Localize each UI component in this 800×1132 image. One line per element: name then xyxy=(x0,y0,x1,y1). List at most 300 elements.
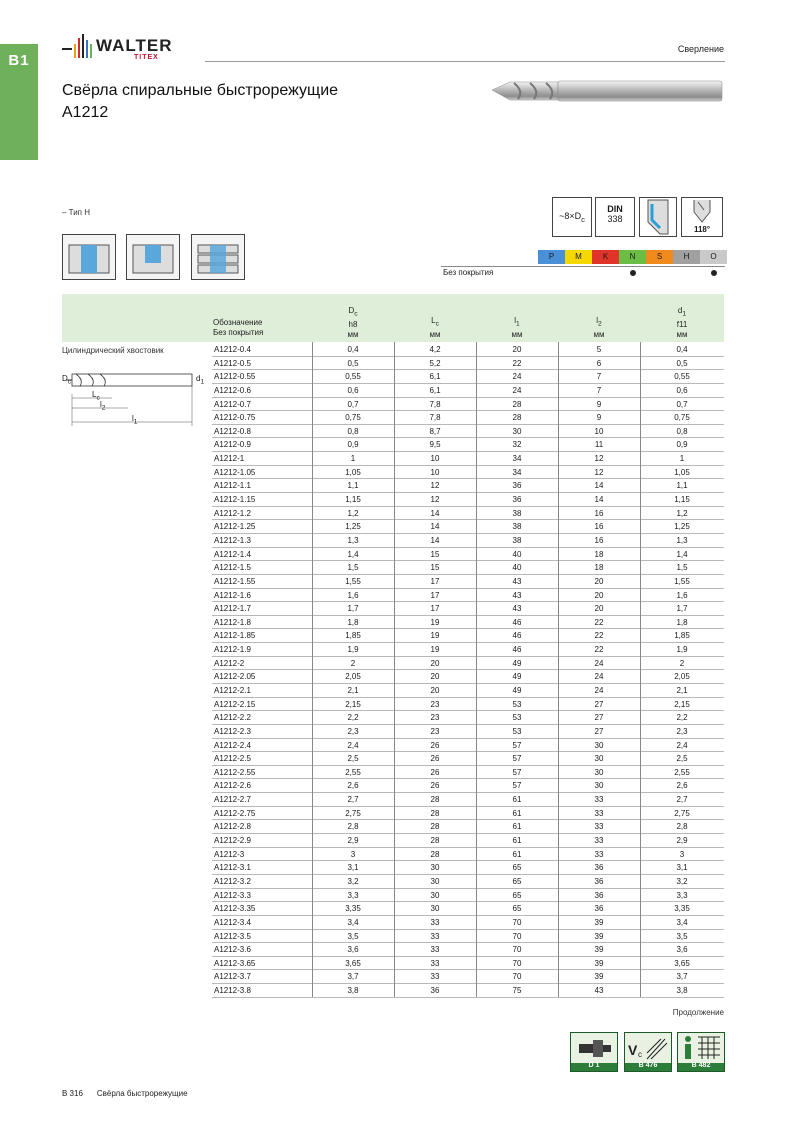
cell-designation: A1212-1 xyxy=(214,454,245,464)
cell-dc: 0,55 xyxy=(345,372,361,382)
cell-lc: 6,1 xyxy=(429,372,441,382)
cell-l1: 53 xyxy=(512,713,522,723)
cell-designation: A1212-1.3 xyxy=(214,535,251,545)
cell-d1: 0,55 xyxy=(674,372,690,382)
cell-dc: 2,05 xyxy=(345,672,361,682)
cell-dc: 0,9 xyxy=(347,440,359,450)
cell-l1: 53 xyxy=(512,699,522,709)
cell-lc: 8,7 xyxy=(429,426,441,436)
table-row xyxy=(212,479,724,493)
cell-l2: 33 xyxy=(594,822,604,832)
cell-designation: A1212-2.2 xyxy=(214,713,251,723)
cell-lc: 28 xyxy=(430,822,440,832)
cell-dc: 3,5 xyxy=(347,931,359,941)
cell-l1: 75 xyxy=(512,986,522,996)
label-l2: $l_2$ xyxy=(100,400,106,412)
table-row xyxy=(212,889,724,903)
header-designation: Обозначение Без покрытия xyxy=(213,318,264,337)
cell-lc: 14 xyxy=(430,522,440,532)
cell-designation: A1212-3.4 xyxy=(214,917,251,927)
cell-lc: 28 xyxy=(430,849,440,859)
table-row xyxy=(212,343,724,357)
cell-designation: A1212-1.8 xyxy=(214,617,251,627)
cell-dc: 2,55 xyxy=(345,767,361,777)
din-icon: DIN 338 xyxy=(595,197,635,237)
table-row xyxy=(212,766,724,780)
cell-d1: 1,8 xyxy=(676,617,688,627)
header-divider xyxy=(205,61,725,62)
title-line-1: Свёрла спиральные быстрорежущие xyxy=(62,82,339,99)
logo-sub: TITEX xyxy=(134,54,159,61)
cell-designation: A1212-0.9 xyxy=(214,440,251,450)
suitability-dots xyxy=(538,266,727,280)
cell-lc: 7,8 xyxy=(429,413,441,423)
cell-lc: 33 xyxy=(430,945,440,955)
label-l1: $l_1$ xyxy=(132,414,138,426)
table-row xyxy=(212,643,724,657)
table-row xyxy=(212,739,724,753)
cell-d1: 1,1 xyxy=(676,481,688,491)
cell-lc: 30 xyxy=(430,904,440,914)
ref-cutting-data[interactable]: V c B 476 xyxy=(624,1032,672,1072)
cell-dc: 2,15 xyxy=(345,699,361,709)
table-row xyxy=(212,357,724,371)
cell-lc: 10 xyxy=(430,454,440,464)
cell-lc: 14 xyxy=(430,535,440,545)
cell-lc: 4,2 xyxy=(429,345,441,354)
cell-lc: 17 xyxy=(430,590,440,600)
walter-titex-logo xyxy=(62,34,202,64)
cell-designation: A1212-2.15 xyxy=(214,699,256,709)
header-d1: $d_1$ f11 мм xyxy=(676,306,688,339)
cell-dc: 0,6 xyxy=(347,385,359,395)
cell-l1: 43 xyxy=(512,576,522,586)
cell-designation: A1212-2.5 xyxy=(214,754,251,764)
cell-d1: 1,3 xyxy=(676,535,688,545)
table-header xyxy=(62,294,724,342)
table-row xyxy=(212,834,724,848)
cell-l1: 46 xyxy=(512,617,522,627)
cell-dc: 0,4 xyxy=(347,345,359,354)
table-row xyxy=(212,779,724,793)
cell-dc: 1,55 xyxy=(345,576,361,586)
cell-l2: 12 xyxy=(594,454,604,464)
cell-designation: A1212-1.25 xyxy=(214,522,256,532)
cell-lc: 20 xyxy=(430,672,440,682)
cell-designation: A1212-2.75 xyxy=(214,808,256,818)
cell-l1: 43 xyxy=(512,604,522,614)
cell-lc: 12 xyxy=(430,481,440,491)
cell-lc: 26 xyxy=(430,754,440,764)
cell-dc: 0,75 xyxy=(345,413,361,423)
cell-d1: 0,7 xyxy=(676,399,688,409)
header-dc: $D_c$ h8 мм xyxy=(347,306,359,339)
cell-l2: 24 xyxy=(594,658,604,668)
cell-designation: A1212-1.85 xyxy=(214,631,256,641)
cell-designation: A1212-1.7 xyxy=(214,604,251,614)
cell-d1: 1 xyxy=(679,454,685,464)
cell-lc: 9,5 xyxy=(429,440,441,450)
column-divider xyxy=(312,342,313,997)
cell-lc: 7,8 xyxy=(429,399,441,409)
cell-d1: 2,4 xyxy=(676,740,688,750)
cell-lc: 28 xyxy=(430,808,440,818)
cell-lc: 15 xyxy=(430,549,440,559)
cell-dc: 1,1 xyxy=(347,481,359,491)
cell-l1: 28 xyxy=(512,413,522,423)
cell-d1: 2 xyxy=(679,658,685,668)
cell-designation: A1212-3.8 xyxy=(214,986,251,996)
cell-l1: 24 xyxy=(512,372,522,382)
table-row xyxy=(212,589,724,603)
cell-l1: 49 xyxy=(512,658,522,668)
cell-l2: 16 xyxy=(594,535,604,545)
cell-l1: 36 xyxy=(512,495,522,505)
cell-lc: 5,2 xyxy=(429,358,441,368)
cell-designation: A1212-2.1 xyxy=(214,686,251,695)
cell-d1: 0,8 xyxy=(676,426,688,436)
cell-designation: A1212-1.1 xyxy=(214,481,251,491)
cell-l1: 65 xyxy=(512,863,522,873)
cell-dc: 2,2 xyxy=(347,713,359,723)
cell-d1: 2,75 xyxy=(674,808,690,818)
cell-d1: 3,3 xyxy=(676,890,688,900)
cell-lc: 26 xyxy=(430,740,440,750)
material-p: P xyxy=(538,250,565,264)
cell-d1: 2,5 xyxy=(676,754,688,764)
footer-text: Свёрла быстрорежущие xyxy=(96,1089,188,1098)
header-l1: $l_1$ мм xyxy=(511,316,523,339)
cell-l1: 32 xyxy=(512,440,522,450)
table-row xyxy=(212,861,724,875)
table-row xyxy=(212,984,724,998)
cell-designation: A1212-0.7 xyxy=(214,399,251,409)
cell-designation: A1212-3 xyxy=(214,849,245,859)
cell-d1: 3,35 xyxy=(674,904,690,914)
cell-d1: 2,3 xyxy=(676,726,688,736)
table-row xyxy=(212,970,724,984)
cell-l2: 27 xyxy=(594,699,604,709)
cell-dc: 0,7 xyxy=(347,399,359,409)
cell-d1: 2,15 xyxy=(674,699,690,709)
cell-designation: A1212-2.3 xyxy=(214,726,251,736)
cell-l2: 7 xyxy=(596,372,602,382)
cell-l2: 39 xyxy=(594,958,604,968)
cell-l2: 24 xyxy=(594,672,604,682)
material-n: N xyxy=(619,250,646,264)
table-row xyxy=(212,684,724,698)
cell-l1: 38 xyxy=(512,535,522,545)
cell-d1: 1,4 xyxy=(676,549,688,559)
column-divider xyxy=(640,342,641,997)
cell-l2: 30 xyxy=(594,740,604,750)
cell-designation: A1212-1.2 xyxy=(214,508,251,518)
table-row xyxy=(212,438,724,452)
cell-l1: 61 xyxy=(512,795,522,805)
cell-designation: A1212-3.35 xyxy=(214,904,256,914)
section-tab: B1 xyxy=(0,44,38,160)
table-row xyxy=(212,384,724,398)
cell-l2: 36 xyxy=(594,863,604,873)
ref-info[interactable]: B 482 xyxy=(677,1032,725,1072)
cell-l2: 18 xyxy=(594,549,604,559)
cell-lc: 33 xyxy=(430,931,440,941)
cell-l2: 27 xyxy=(594,726,604,736)
cell-l1: 49 xyxy=(512,672,522,682)
material-h: H xyxy=(673,250,700,264)
cell-designation: A1212-1.55 xyxy=(214,576,256,586)
cell-d1: 2,2 xyxy=(676,713,688,723)
table-row xyxy=(212,943,724,957)
cell-dc: 2,6 xyxy=(347,781,359,791)
cell-l1: 20 xyxy=(512,345,522,354)
table-row xyxy=(212,807,724,821)
cell-l2: 36 xyxy=(594,890,604,900)
cell-dc: 2,1 xyxy=(347,686,359,695)
info-icon xyxy=(678,1033,724,1063)
cell-dc: 2,9 xyxy=(347,836,359,846)
cell-l2: 43 xyxy=(594,986,604,996)
table-row xyxy=(212,930,724,944)
cell-d1: 3,8 xyxy=(676,986,688,996)
cell-l1: 57 xyxy=(512,781,522,791)
cell-l2: 33 xyxy=(594,849,604,859)
cell-d1: 3,65 xyxy=(674,958,690,968)
cell-l1: 40 xyxy=(512,563,522,573)
continue-label: Продолжение xyxy=(672,1008,724,1017)
cell-lc: 6,1 xyxy=(429,385,441,395)
table-row xyxy=(212,793,724,807)
cell-l1: 61 xyxy=(512,822,522,832)
cell-d1: 0,75 xyxy=(674,413,690,423)
cell-dc: 3,65 xyxy=(345,958,361,968)
cell-l1: 34 xyxy=(512,454,522,464)
cell-lc: 28 xyxy=(430,795,440,805)
cell-designation: A1212-3.7 xyxy=(214,972,251,982)
cell-l1: 61 xyxy=(512,849,522,859)
cell-dc: 2 xyxy=(350,658,356,668)
cell-l2: 9 xyxy=(596,413,602,423)
cell-l1: 57 xyxy=(512,754,522,764)
cell-l2: 22 xyxy=(594,645,604,655)
table-row xyxy=(212,398,724,412)
cell-l1: 65 xyxy=(512,904,522,914)
cell-l2: 16 xyxy=(594,508,604,518)
cell-d1: 1,7 xyxy=(676,604,688,614)
cell-l2: 30 xyxy=(594,767,604,777)
cell-dc: 2,8 xyxy=(347,822,359,832)
cell-dc: 3,6 xyxy=(347,945,359,955)
cell-dc: 1,15 xyxy=(345,495,361,505)
cell-designation: A1212-3.2 xyxy=(214,876,251,886)
cell-dc: 3,4 xyxy=(347,917,359,927)
coolant-icon xyxy=(639,197,677,237)
cell-l2: 11 xyxy=(594,440,604,450)
cell-d1: 3 xyxy=(679,849,685,859)
cell-l2: 33 xyxy=(594,836,604,846)
length-icon: $\sim 8\times D_c$ xyxy=(552,197,592,237)
cell-designation: A1212-0.8 xyxy=(214,426,251,436)
cell-designation: A1212-2.55 xyxy=(214,767,256,777)
cell-dc: 1,25 xyxy=(345,522,361,532)
svg-text:c: c xyxy=(638,1050,642,1059)
cell-d1: 1,25 xyxy=(674,522,690,532)
cell-d1: 0,6 xyxy=(676,385,688,395)
cell-d1: 2,8 xyxy=(676,822,688,832)
cell-l1: 24 xyxy=(512,385,522,395)
through-hole-pictogram xyxy=(62,234,116,280)
cell-dc: 1,85 xyxy=(345,631,361,641)
cell-l2: 39 xyxy=(594,917,604,927)
cell-designation: A1212-1.9 xyxy=(214,645,251,655)
table-row xyxy=(212,629,724,643)
ref-holder[interactable]: D 1 xyxy=(570,1032,618,1072)
table-row xyxy=(212,711,724,725)
cell-dc: 1 xyxy=(350,454,356,464)
cell-d1: 0,5 xyxy=(676,358,688,368)
label-dc: $D_c$ xyxy=(62,374,72,386)
cell-l1: 53 xyxy=(512,726,522,736)
cell-lc: 23 xyxy=(430,699,440,709)
cell-l1: 70 xyxy=(512,945,522,955)
suitability-dot-n xyxy=(630,270,636,276)
cell-d1: 1,5 xyxy=(676,563,688,573)
cell-lc: 30 xyxy=(430,863,440,873)
cell-designation: A1212-0.4 xyxy=(214,345,251,354)
table-row xyxy=(212,370,724,384)
cell-d1: 2,55 xyxy=(674,767,690,777)
stacked-plates-pictogram xyxy=(191,234,245,280)
table-row xyxy=(212,534,724,548)
table-row xyxy=(212,493,724,507)
cell-d1: 1,2 xyxy=(676,508,688,518)
cell-lc: 36 xyxy=(430,986,440,996)
cell-d1: 2,9 xyxy=(676,836,688,846)
cell-lc: 19 xyxy=(430,617,440,627)
cell-dc: 1,05 xyxy=(345,467,361,477)
cell-l2: 36 xyxy=(594,904,604,914)
cell-l1: 38 xyxy=(512,508,522,518)
cell-lc: 28 xyxy=(430,836,440,846)
cell-d1: 3,2 xyxy=(676,876,688,886)
cell-lc: 23 xyxy=(430,726,440,736)
cell-l1: 28 xyxy=(512,399,522,409)
cell-lc: 20 xyxy=(430,658,440,668)
logo-word: WALTER xyxy=(96,36,173,55)
cell-designation: A1212-2.7 xyxy=(214,795,251,805)
cell-lc: 14 xyxy=(430,508,440,518)
cell-l1: 70 xyxy=(512,917,522,927)
cell-l2: 5 xyxy=(596,345,602,354)
cell-dc: 1,7 xyxy=(347,604,359,614)
table-row xyxy=(212,752,724,766)
cell-d1: 0,4 xyxy=(676,345,688,354)
suitability-dot-o xyxy=(711,270,717,276)
cell-lc: 19 xyxy=(430,631,440,641)
cell-l2: 39 xyxy=(594,931,604,941)
table-row xyxy=(212,875,724,889)
cell-designation: A1212-3.3 xyxy=(214,890,251,900)
shank-label: Цилиндрический хвостовик xyxy=(62,346,164,355)
table-row xyxy=(212,957,724,971)
table-row xyxy=(212,575,724,589)
cell-l2: 30 xyxy=(594,754,604,764)
cell-l2: 14 xyxy=(594,495,604,505)
cell-designation: A1212-2.05 xyxy=(214,672,256,682)
cell-l2: 12 xyxy=(594,467,604,477)
cell-d1: 1,6 xyxy=(676,590,688,600)
cell-l1: 36 xyxy=(512,481,522,491)
cell-l2: 39 xyxy=(594,972,604,982)
label-lc: $L_c$ xyxy=(92,390,100,402)
cell-lc: 23 xyxy=(430,713,440,723)
table-row xyxy=(212,602,724,616)
cell-lc: 20 xyxy=(430,686,440,695)
cell-lc: 19 xyxy=(430,645,440,655)
cell-designation: A1212-3.65 xyxy=(214,958,256,968)
cell-dc: 1,6 xyxy=(347,590,359,600)
column-divider xyxy=(476,342,477,997)
cell-l2: 20 xyxy=(594,590,604,600)
cell-dc: 3,7 xyxy=(347,972,359,982)
cell-designation: A1212-1.15 xyxy=(214,495,256,505)
cell-l2: 22 xyxy=(594,617,604,627)
cell-l2: 36 xyxy=(594,876,604,886)
section-label: Сверление xyxy=(677,44,724,54)
cell-l1: 30 xyxy=(512,426,522,436)
material-k: K xyxy=(592,250,619,264)
cell-l2: 14 xyxy=(594,481,604,491)
cell-l2: 30 xyxy=(594,781,604,791)
cell-d1: 3,1 xyxy=(676,863,688,873)
cell-designation: A1212-3.6 xyxy=(214,945,251,955)
cell-d1: 1,9 xyxy=(676,645,688,655)
cell-designation: A1212-0.55 xyxy=(214,372,256,382)
cell-dc: 1,3 xyxy=(347,535,359,545)
cell-l2: 7 xyxy=(596,385,602,395)
cell-l1: 61 xyxy=(512,836,522,846)
cell-lc: 30 xyxy=(430,890,440,900)
cell-l2: 33 xyxy=(594,808,604,818)
cell-dc: 0,5 xyxy=(347,358,359,368)
cell-l2: 27 xyxy=(594,713,604,723)
cell-l1: 57 xyxy=(512,767,522,777)
cell-lc: 33 xyxy=(430,972,440,982)
blind-hole-pictogram xyxy=(126,234,180,280)
cell-designation: A1212-3.5 xyxy=(214,931,251,941)
cell-dc: 3,8 xyxy=(347,986,359,996)
cell-dc: 1,2 xyxy=(347,508,359,518)
cell-l1: 70 xyxy=(512,972,522,982)
cell-dc: 2,3 xyxy=(347,726,359,736)
cell-l2: 10 xyxy=(594,426,604,436)
cell-designation: A1212-1.5 xyxy=(214,563,251,573)
cell-lc: 10 xyxy=(430,467,440,477)
cell-dc: 1,9 xyxy=(347,645,359,655)
cell-l2: 33 xyxy=(594,795,604,805)
table-row xyxy=(212,902,724,916)
cell-l2: 24 xyxy=(594,686,604,695)
cell-dc: 1,4 xyxy=(347,549,359,559)
type-label: – Тип H xyxy=(62,208,91,217)
material-s: S xyxy=(646,250,673,264)
header-lc: $L_c$ мм xyxy=(429,316,441,339)
cell-d1: 2,6 xyxy=(676,781,688,791)
cell-d1: 2,05 xyxy=(674,672,690,682)
cell-l1: 65 xyxy=(512,890,522,900)
table-row xyxy=(212,916,724,930)
cell-designation: A1212-2.9 xyxy=(214,836,251,846)
